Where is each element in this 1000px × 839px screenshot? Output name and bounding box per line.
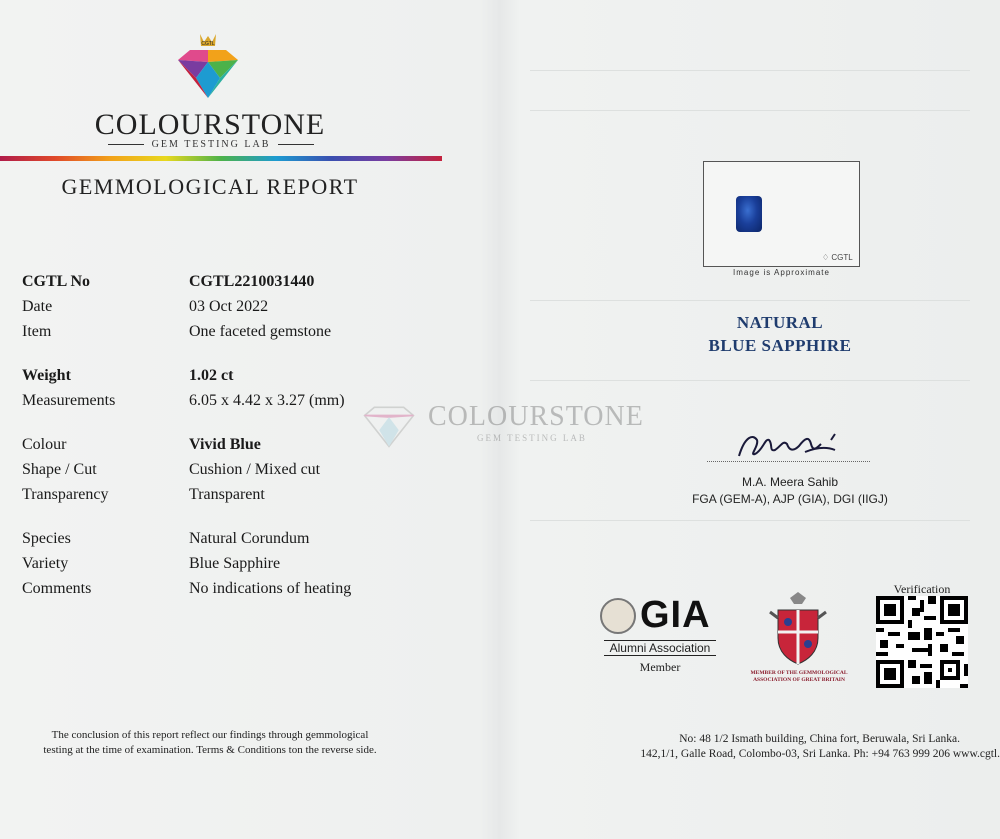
disclaimer-line: testing at the time of examination. Terms & Conditions ton the reverse side. [43, 744, 377, 756]
field-value: One faceted gemstone [189, 323, 332, 340]
field-value: Natural Corundum [189, 530, 310, 547]
gia-alumni-label: Alumni Association [604, 640, 716, 656]
signer-credentials: FGA (GEM-A), AJP (GIA), DGI (IIGJ) [692, 492, 888, 506]
divider [108, 144, 144, 145]
disclaimer-line: The conclusion of this report reflect our findings through gemmological [51, 729, 369, 741]
field-value: Vivid Blue [189, 436, 261, 453]
photo-caption: Image is Approximate [733, 268, 830, 277]
field-label: Date [22, 298, 53, 315]
field-label: Transparency [22, 486, 109, 503]
photo-tag-text: CGTL [831, 253, 853, 262]
crest-caption-line: ASSOCIATION OF GREAT BRITAIN [753, 677, 845, 683]
crest-caption [748, 670, 850, 684]
gia-seal-icon [600, 598, 636, 634]
logo-badge-text: CGTL [201, 41, 215, 47]
gia-member-label: Member [639, 660, 681, 674]
verification-qr-code[interactable] [876, 596, 968, 688]
colourstone-logo-icon [170, 32, 246, 104]
address-line: 142,1/1, Galle Road, Colombo-03, Sri Lanka. Ph: +94 763 999 206 www.cgtl. [640, 748, 1000, 760]
field-value: 03 Oct 2022 [189, 298, 269, 315]
field-label: Weight [22, 367, 71, 384]
faint-rule [530, 110, 970, 111]
verification-label: Verification [893, 582, 951, 596]
field-label: Species [22, 530, 71, 547]
brand-name: COLOURSTONE [94, 108, 326, 141]
field-label: Item [22, 323, 52, 340]
faint-rule [530, 380, 970, 381]
field-label: CGTL No [22, 273, 91, 290]
field-label: Measurements [22, 392, 116, 409]
field-label: Shape / Cut [22, 461, 97, 478]
field-value: 6.05 x 4.42 x 3.27 (mm) [189, 392, 345, 409]
watermark [358, 392, 644, 452]
crest-caption-line: MEMBER OF THE GEMMOLOGICAL [750, 670, 848, 676]
field-value: Blue Sapphire [189, 555, 281, 572]
field-value: Cushion / Mixed cut [189, 461, 321, 478]
field-value: 1.02 ct [189, 367, 234, 384]
species-title-line: NATURAL [736, 313, 824, 332]
signature-line [707, 461, 870, 462]
field-label: Variety [22, 555, 69, 572]
brand-subtitle: GEM TESTING LAB [151, 139, 271, 150]
watermark-logo-icon [358, 392, 420, 452]
signer-name: M.A. Meera Sahib [741, 475, 839, 489]
field-value: Transparent [189, 486, 265, 503]
report-title: GEMMOLOGICAL REPORT [61, 174, 359, 199]
faint-rule [530, 70, 970, 71]
field-label: Comments [22, 580, 92, 597]
field-value: No indications of heating [189, 580, 352, 597]
sapphire-photo [736, 196, 762, 232]
gia-text: GIA [640, 594, 711, 636]
divider [278, 144, 314, 145]
photo-tag: ♢ CGTL [822, 253, 853, 262]
faint-rule [530, 300, 970, 301]
gem-photo-frame [703, 161, 860, 267]
species-title-line: BLUE SAPPHIRE [708, 336, 852, 355]
signature [735, 426, 855, 466]
rainbow-divider [0, 156, 442, 161]
faint-rule [530, 520, 970, 521]
brand-subtitle-row [108, 139, 314, 150]
disclaimer [0, 728, 420, 758]
address-line: No: 48 1/2 Ismath building, China fort, Beruwala, Sri Lanka. [679, 733, 960, 745]
watermark-subtitle: GEM TESTING LAB [477, 433, 587, 443]
gemmological-association-crest-icon [768, 592, 828, 666]
field-label: Colour [22, 436, 67, 453]
watermark-brand: COLOURSTONE [428, 401, 644, 432]
field-value: CGTL2210031440 [189, 273, 315, 290]
